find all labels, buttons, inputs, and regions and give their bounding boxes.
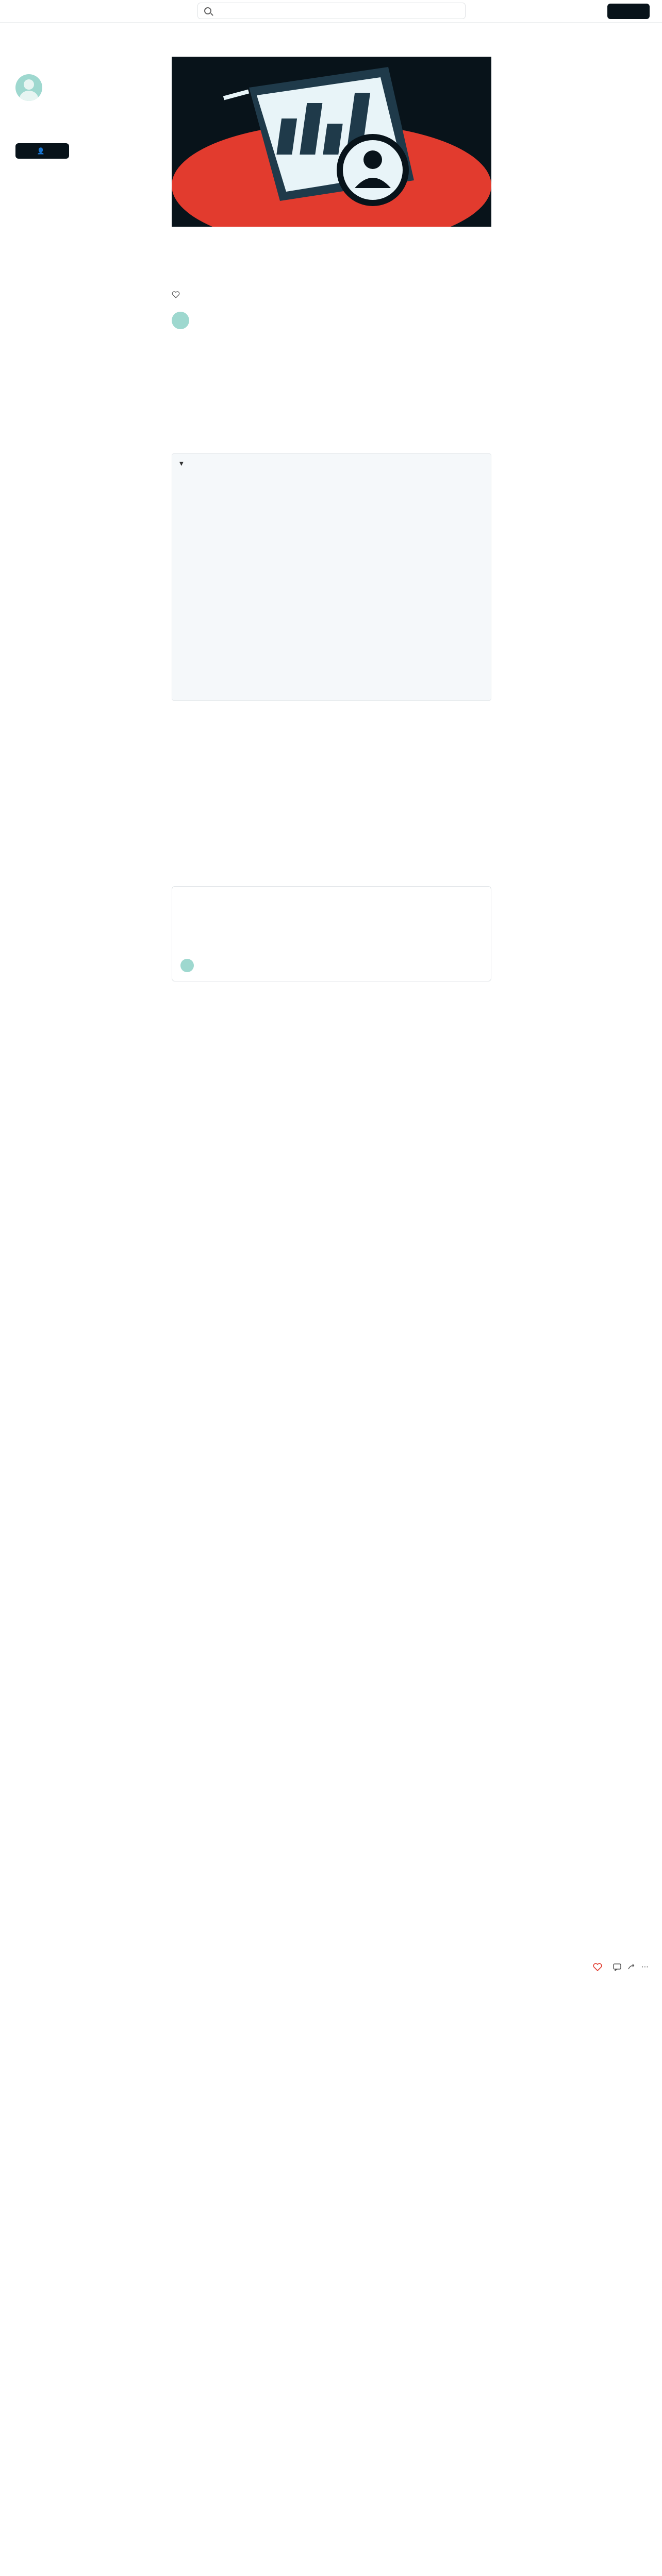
heart-icon[interactable]	[593, 1963, 602, 1971]
search-bar[interactable]	[197, 3, 466, 19]
share-icon[interactable]	[627, 1963, 636, 1971]
table-of-contents	[172, 453, 491, 701]
comment-icon[interactable]	[613, 1963, 622, 1971]
chevron-down-icon: ▼	[179, 461, 184, 467]
heart-icon[interactable]	[172, 291, 180, 298]
hero-illustration	[172, 57, 491, 227]
floating-actions	[593, 1963, 649, 1971]
more-icon[interactable]: ⋯	[641, 1963, 649, 1971]
search-icon	[204, 7, 211, 14]
avatar	[180, 959, 194, 972]
signup-button[interactable]	[607, 4, 650, 19]
toc-header[interactable]	[179, 461, 484, 467]
author-row	[172, 312, 194, 329]
embed-author	[180, 959, 198, 972]
avatar[interactable]	[15, 74, 42, 101]
follow-button[interactable]	[15, 143, 69, 159]
search-input[interactable]	[217, 7, 459, 14]
user-plus-icon: 👤	[37, 147, 45, 155]
avatar[interactable]	[172, 312, 189, 329]
hero-image	[172, 57, 491, 227]
like-row	[172, 291, 186, 298]
embedded-article-card[interactable]	[172, 886, 491, 981]
site-header	[0, 0, 662, 23]
